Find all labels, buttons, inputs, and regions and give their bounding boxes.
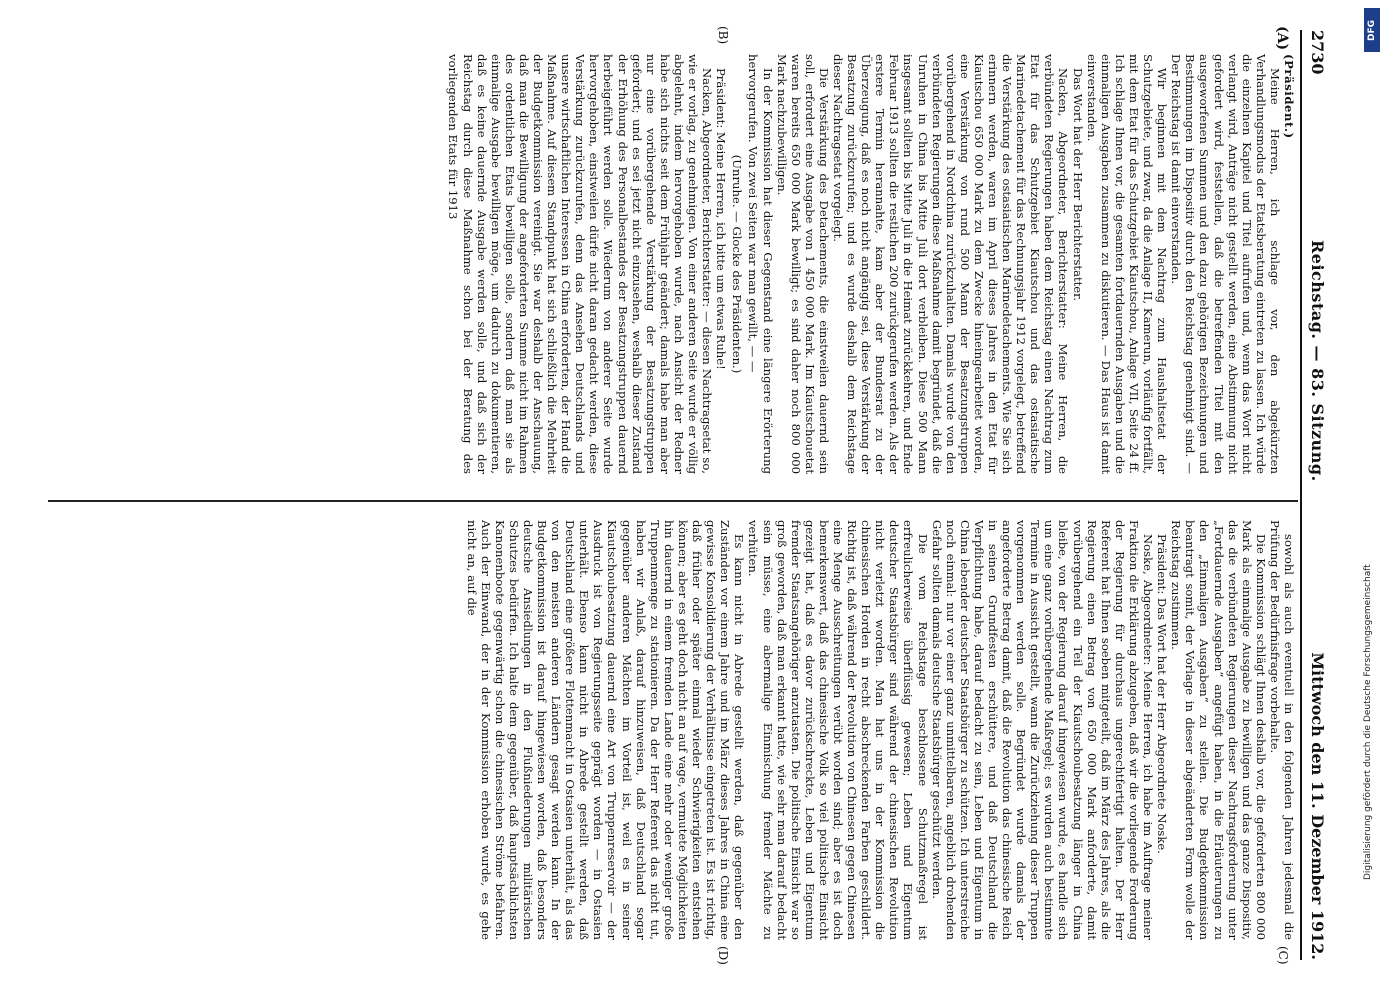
digitization-credit: Digitalisierung gefördert durch die Deutsche Forschungsgemeinschaft bbox=[1363, 564, 1373, 880]
paragraph: Präsident: Meine Herren, ich bitte um etwas Ruhe! bbox=[714, 68, 729, 370]
margin-mark-b: (B) bbox=[716, 26, 730, 45]
paragraph: Präsident: Das Wort hat der Herr Abgeordnete Noske. bbox=[1155, 534, 1170, 854]
paragraph: Noske, Abgeordneter: Meine Herren, ich habe im Auftrage meiner Fraktion die Erklärung abzugeben, daß wir die vorliegende Forderung der Regierung für durchaus ungerechtfertigt halten. Der Herr Referent hat Ihnen soeben mitgeteilt, daß im März des Jahres, als die Regierung einen Betrag von 650 000 Mark anforderte, damit vorübergehend ein Teil der Kiautschoubesatzung länger in China bleibe, von der Regierung darauf hingewiesen wurde, es handle sich um eine ganz vorübergehende Maßregel; es wurden auch bestimmte Termine in Aussicht gestellt, wann die Zurückziehung dieser Truppen vorgenommen werden solle. Begründet wurde damals der angeforderte Betrag damit, daß die Revolution das chinesische Reich in seinen Grundfesten erschüttere, und daß Deutschland die Verpflichtung habe, darauf bedacht zu sein, Leben und Eigentum in China lebender deutscher Staatsbürger zu schützen. Ich unterstreiche noch einmal: nur vor einer ganz unmittelbaren, angeblich drohenden Gefahr sollten damals deutsche Staatsbürger geschützt werden. bbox=[929, 520, 1156, 940]
dfg-logo: DFG bbox=[1364, 8, 1380, 52]
paragraph: Es kann nicht in Abrede gestellt werden, daß gegenüber den Zuständen vor einem Jahre und im März dieses Jahres in China eine gewisse Konsolidierung der Verhältnisse eingetreten ist. Es ist richtig, daß früher oder später einmal wieder Schwierigkeiten entstehen können; aber es geht doch nicht an auf vage, vermutete Möglichkeiten hin dauernd in einem fremden Lande eine mehr oder weniger große Truppenmenge zu stationieren. Da der Herr Referent das nicht tut, haben wir Anlaß, darauf hinzuweisen, daß Deutschland sogar gegenüber anderen Mächten im Vorteil ist, weil es in seiner Kiautschoubesatzung dauernd eine Art von Truppenreservoir — der Ausdruck ist von Regierungsseite geprägt worden — in Ostasien unterhält. Ebenso kann nicht in Abrede gestellt werden, daß Deutschland eine größere Flottenmacht in Ostasien unterhält, als das von den meisten anderen Ländern gesagt werden kann. In der Budgetkommission ist darauf hingewiesen worden, daß besonders deutsche Ansiedlungen in den Flußniederungen militärischen Schutzes bedürfen. Ich halte dem gegenüber, daß hauptsächlichsten Kanonenboote gegenwärtig schon die chinesischen Ströme befahren. Auch der Einwand, der in der Kommission erhoben wurde, es gehe nicht an, auf die bbox=[464, 520, 747, 940]
margin-mark-c: (C) bbox=[1276, 946, 1290, 965]
margin-mark-d: (D) bbox=[716, 946, 730, 965]
margin-mark-a: (A) bbox=[1274, 26, 1290, 51]
session-title: Reichstag. — 83. Sitzung. bbox=[1308, 240, 1327, 482]
right-text-column bbox=[46, 520, 1296, 940]
paragraph: Die Verstärkung des Detachements, die einstweilen dauernd sein soll, erfordert eine Ausgabe von 1 450 000 Mark. Im Kiautschouetat waren bereits 650 000 Mark bewilligt; es sind daher noch 800 000 Mark nachzubewilligen. bbox=[774, 54, 831, 474]
page-header bbox=[1300, 30, 1330, 960]
paragraph: Meine Herren, ich schlage vor, den abgekürzten Verhandlungsmodus der Etatsberatung eintreten zu lassen. Ich würde die einzelnen Kapitel und Titel aufrufen und, wenn das Wort nicht verlangt wird, Anträge nicht gestellt werden, eine Abstimmung nicht gefordert wird, feststellen, daß die betreffenden Titel mit den ausgeworfenen Summen und den dazu gehörigen Bezeichnungen und Bestimmungen im Dispositiv durch den Reichstag genehmigt sind. — Der Reichstag ist damit einverstanden. bbox=[1169, 54, 1282, 474]
paragraph: Die vom Reichstage beschlossene Schutzmaßregel ist erfreulicherweise überflüssig gewesen; Leben und Eigentum deutscher Staatsbürger sind während der chinesischen Revolution nicht verletzt worden. Man hat uns in der Kommission die chinesischen Horden in recht abschreckenden Farben geschildert. Richtig ist, daß während der Revolution von Chinesen gegen Chinesen eine Menge Ausschreitungen verübt worden sind; aber es ist doch bemerkenswert, daß das chinesische Volk so viel politische Einsicht gezeigt hat, daß es davor zurückschreckte, Leben und Eigentum fremder Staatsangehöriger anzutasten. Die politische Einsicht war so groß geworden, daß man erkannt hatte, wie sehr man darauf bedacht sein müsse, eine abermalige Einmischung fremder Mächte zu verhüten. bbox=[746, 520, 930, 940]
left-text-column bbox=[46, 54, 1296, 474]
session-date: Mittwoch den 11. Dezember 1912. bbox=[1308, 652, 1327, 960]
speaker-label: (Präsident.) bbox=[1282, 54, 1296, 139]
paragraph: In der Kommission hat dieser Gegenstand eine längere Erörterung hervorgerufen. Von zwei Seiten war man gewillt, — — bbox=[746, 54, 775, 474]
paragraph: sowohl als auch eventuell in den folgenden Jahren jedesmal die Prüfung der Bedürfnisfrage vorbehalte. bbox=[1267, 520, 1296, 940]
page-number: 2730 bbox=[1308, 30, 1327, 75]
paragraph: Wir beginnen mit dem Nachtrag zum Haushaltsetat der Schutzgebiete, und zwar, da die Anlage II, Kamerun, vorläufig fortfällt, mit dem Etat für das Schutzgebiet Kiautschou, Anlage VII, Seite 24 ff. Ich schlage Ihnen vor, die gesamten fortdauernden Ausgaben und die einmaligen Ausgaben zusammen zu diskutieren. — Das Haus ist damit einverstanden. bbox=[1084, 54, 1170, 474]
paragraph: Nacken, Abgeordneter, Berichterstatter: — diesen Nachtragsetat so, wie er vorlag, zu genehmigen. Von einer anderen Seite wurde er völlig abgelehnt, indem hervorgehoben wurde, nach Ansicht der Redner habe sich nichts seit dem Frühjahr geändert; damals habe man aber nur eine vorübergehende Verstärkung der Besatzungstruppen gefordert; und es sei jetzt nicht einzusehen, weshalb dieser Zustand der Erhöhung des Personalbestandes der Besatzungstruppen dauernd herbeigeführt werden solle. Wiederum von anderer Seite wurde hervorgehoben, einstweilen dürfe nicht daran gedacht werden, diese Verstärkung zurückzurufen, denn das Ansehen Deutschlands und unsere wirtschaftlichen Interessen in China erforderten, der Hand die Maßnahme. Auf diesem Standpunkt hat sich schließlich die Mehrheit der Budgetkommission vereinigt. Sie war deshalb der Anschauung, daß man die Bewilligung der angeforderten Summe nicht im Rahmen des ordentlichen Etats bewilligen solle, sondern daß man sie als einmalige Ausgabe bewilligen möge, um dadurch zu dokumentieren, daß es keine dauernde Ausgabe werden solle, und daß sich der Reichstag durch diese Maßnahme schon bei der Beratung des vorliegenden Etats für 1913 bbox=[446, 54, 715, 474]
rotated-document-page bbox=[30, 26, 1330, 965]
paragraph: Das Wort hat der Herr Berichterstatter. bbox=[1070, 68, 1085, 302]
paragraph: Nacken, Abgeordneter, Berichterstatter: Meine Herren, die verbündeten Regierungen haben dem Reichstag einen Nachtrag zum Etat für das Schutzgebiet Kiautschou und das ostasiatische Marinedetachement für das Rechnungsjahr 1912 vorgelegt, betreffend die Verstärkung des ostasiatischen Marinedetachements. Wie Sie sich erinnern werden, waren im April dieses Jahres in den Etat für Kiautschou 650 000 Mark zu dem Zwecke hineingearbeitet worden, eine Verstärkung von rund 500 Mann der Besatzungstruppen vorübergehend in Nordchina zurückzuhalten. Damals wurde von den verbündeten Regierungen diese Maßnahme damit begründet, daß die Unruhen in China bis Mitte Juli dort verbleiben. Diese 500 Mann insgesamt sollten bis Mitte Juli in die Heimat zurückkehren, und Ende Februar 1913 sollten die restlichen 200 zurückgerufen werden. Als der erstere Termin herannahte, kam aber der Bundesrat zu der Überzeugung, daß es noch nicht angängig sei, diese Verstärkung der Besatzung zurückzurufen; und es wurde deshalb dem Reichstage dieser Nachtragsetat vorgelegt. bbox=[831, 54, 1071, 474]
interjection: (Unruhe. — Glocke des Präsidenten.) bbox=[730, 154, 745, 374]
paragraph: Die Kommission schlägt Ihnen deshalb vor, die geforderten 800 000 Mark als einmalige Ausgabe zu bewilligen und das ganze Dispositiv, das die verbündeten Regierungen dieser Nachtragsforderung unter „Fortdauernde Ausgaben“ angefügt haben, in die Erläuterungen zu den „Einmaligen Ausgaben“ zu stellen. Die Budgetkommission beantragt somit, der Vorlage in dieser abgeänderten Form wolle der Reichstag zustimmen. bbox=[1169, 520, 1268, 940]
column-divider bbox=[48, 500, 1298, 502]
